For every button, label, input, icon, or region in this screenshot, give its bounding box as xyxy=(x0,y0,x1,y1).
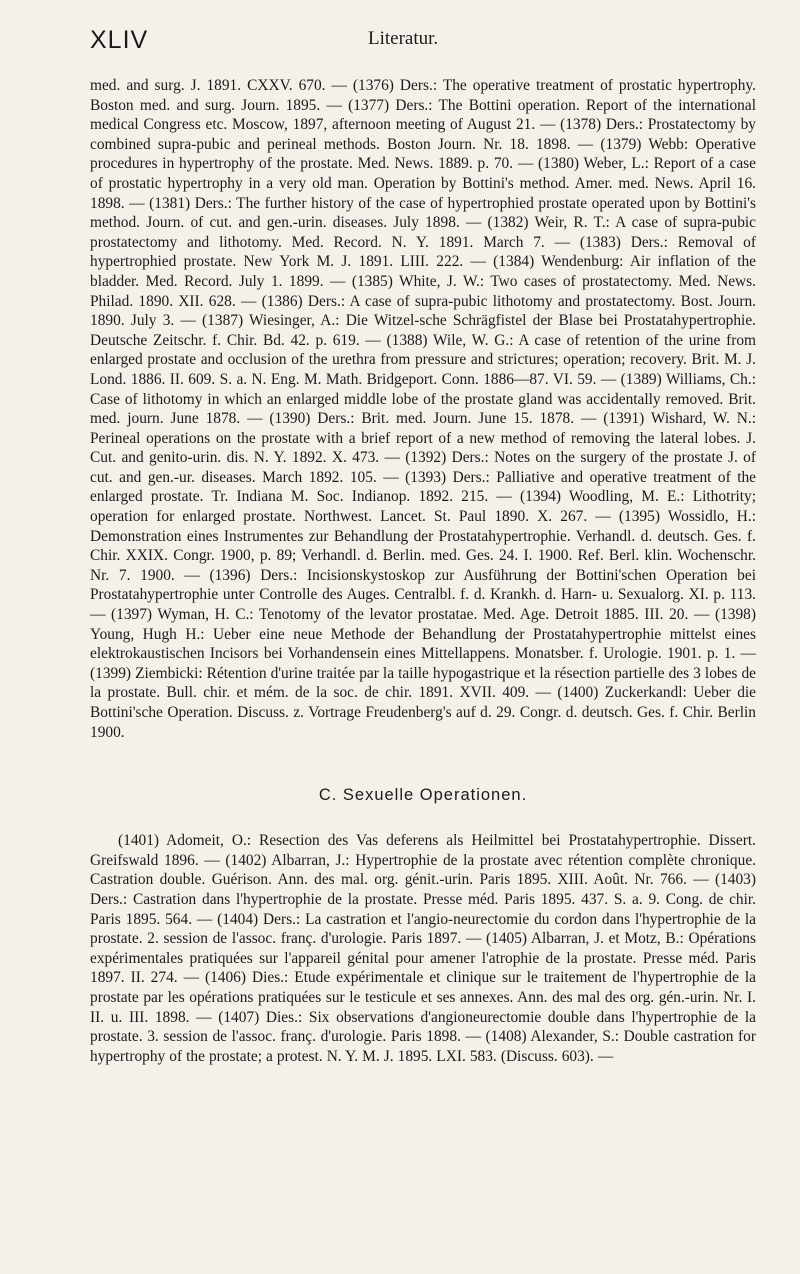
page-number: XLIV xyxy=(90,26,149,54)
page-header xyxy=(90,18,756,76)
section-heading-c: C. Sexuelle Operationen. xyxy=(318,786,528,805)
bibliography-section-c: (1401) Adomeit, O.: Resection des Vas deferens als Heilmittel bei Prostatahypertrophie. Dissert. Greifswald 1896. — (1402) Albarran, J.: Hypertrophie de la prostate avec rétention complète chronique. Castration double. Guérison. Ann. des mal. org. génit.-urin. Paris 1895. XIII. Août. Nr. 766. — (1403) Ders.: Castration dans l'hypertrophie de la prostate. Presse méd. Paris 1895. 437. S. a. 9. Cong. de chir. Paris 1895. 564. — (1404) Ders.: La castration et l'angio-neurectomie du cordon dans l'hypertrophie de la prostate. 2. session de l'assoc. franç. d'urologie. Paris 1897. — (1405) Albarran, J. et Motz, B.: Opérations expérimentales pratiquées sur l'appareil génital pour amener l'atrophie de la prostate. Presse méd. Paris 1897. II. 274. — (1406) Dies.: Etude expérimentale et clinique sur le traitement de l'hypertrophie de la prostate par les opérations pratiquées sur le testicule et ses annexes. Ann. des mal des org. gén.-urin. Nr. I. II. u. III. 1898. — (1407) Dies.: Six observations d'angioneurectomie double dans l'hypertrophie de la prostate. 3. session de l'assoc. franç. d'urologie. Paris 1898. — (1408) Alexander, S.: Double castration for hypertrophy of the prostate; a protest. N. Y. M. J. 1895. LXI. 583. (Discuss. 603). — xyxy=(90,832,756,1065)
running-head: Literatur. xyxy=(368,28,439,49)
bibliography-section-b: med. and surg. J. 1891. CXXV. 670. — (1376) Ders.: The operative treatment of prostatic hypertrophy. Boston med. and surg. Journ. 1895. — (1377) Ders.: The Bottini operation. Report of the international medical Congress etc. Moscow, 1897, afternoon meeting of August 21. — (1378) Ders.: Prostatectomy by combined supra-pubic and perineal methods. Boston Journ. Nr. 18. 1898. — (1379) Webb: Operative procedures in hypertrophy of the prostate. Med. News. 1889. p. 70. — (1380) Weber, L.: Report of a case of prostatic hypertrophy in a very old man. Operation by Bottini's method. Amer. med. News. April 16. 1898. — (1381) Ders.: The further history of the case of hypertrophied prostate operated upon by Bottini's method. Journ. of cut. and gen.-urin. diseases. July 1898. — (1382) Weir, R. T.: A case of supra-pubic prostatectomy and lithotomy. Med. Record. N. Y. 1891. March 7. — (1383) Ders.: Removal of hypertrophied prostate. New York M. J. 1891. LIII. 222. — (1384) Wendenburg: Air inflation of the bladder. Med. Record. July 1. 1899. — (1385) White, J. W.: Two cases of prostatectomy. Med. News. Philad. 1890. XII. 628. — (1386) Ders.: A case of supra-pubic lithotomy and prostatectomy. Bost. Journ. 1890. July 3. — (1387) Wiesinger, A.: Die Witzel-sche Schrägfistel der Blase bei Prostatahypertrophie. Deutsche Zeitschr. f. Chir. Bd. 42. p. 619. — (1388) Wile, W. G.: A case of retention of the urine from enlarged prostate and occlusion of the urethra from pressure and strictures; operation; recovery. Brit. M. J. Lond. 1886. II. 609. S. a. N. Eng. M. Math. Bridgeport. Conn. 1886—87. VI. 59. — (1389) Williams, Ch.: Case of lithotomy in which an enlarged middle lobe of the prostate gland was accidentally removed. Brit. med. journ. June 1878. — (1390) Ders.: Brit. med. Journ. June 15. 1878. — (1391) Wishard, W. N.: Perineal operations on the prostate with a brief report of a new method of removing the lateral lobes. J. Cut. and genito-urin. dis. N. Y. 1892. X. 473. — (1392) Ders.: Notes on the surgery of the prostate J. of cut. and gen.-ur. diseases. March 1892. 105. — (1393) Ders.: Palliative and operative treatment of the enlarged prostate. Tr. Indiana M. Soc. Indianop. 1892. 215. — (1394) Woodling, M. E.: Lithotrity; operation for enlarged prostate. Northwest. Lancet. St. Paul 1890. X. 267. — (1395) Wossidlo, H.: Demonstration eines Instrumentes zur Behandlung der Prostatahypertrophie. Verhandl. d. deutsch. Ges. f. Chir. XXIX. Congr. 1900, p. 89; Verhandl. d. Berlin. med. Ges. 24. I. 1900. Ref. Berl. klin. Wochenschr. Nr. 7. 1900. — (1396) Ders.: Incisionskystoskop zur Ausführung der Bottini'schen Operation bei Prostatahypertrophie unter Controlle des Auges. Centralbl. f. d. Krankh. d. Harn- u. Sexualorg. XI. p. 113. — (1397) Wyman, H. C.: Tenotomy of the levator prostatae. Med. Age. Detroit 1885. III. 20. — (1398) Young, Hugh H.: Ueber eine neue Methode der Behandlung der Prostatahypertrophie mittelst eines elektrokaustischen Incisors bei Vorhandensein eines Mittellappens. Monatsber. f. Urologie. 1901. p. 1. — (1399) Ziembicki: Rétention d'urine traitée par la taille hypogastrique et la résection partielle des 3 lobes de la prostate. Bull. chir. et mém. de la soc. de chir. 1891. XVII. 409. — (1400) Zuckerkandl: Ueber die Bottini'sche Operation. Discuss. z. Vortrage Freudenberg's auf d. 29. Congr. d. deutsch. Ges. f. Chir. Berlin 1900. xyxy=(90,77,756,741)
